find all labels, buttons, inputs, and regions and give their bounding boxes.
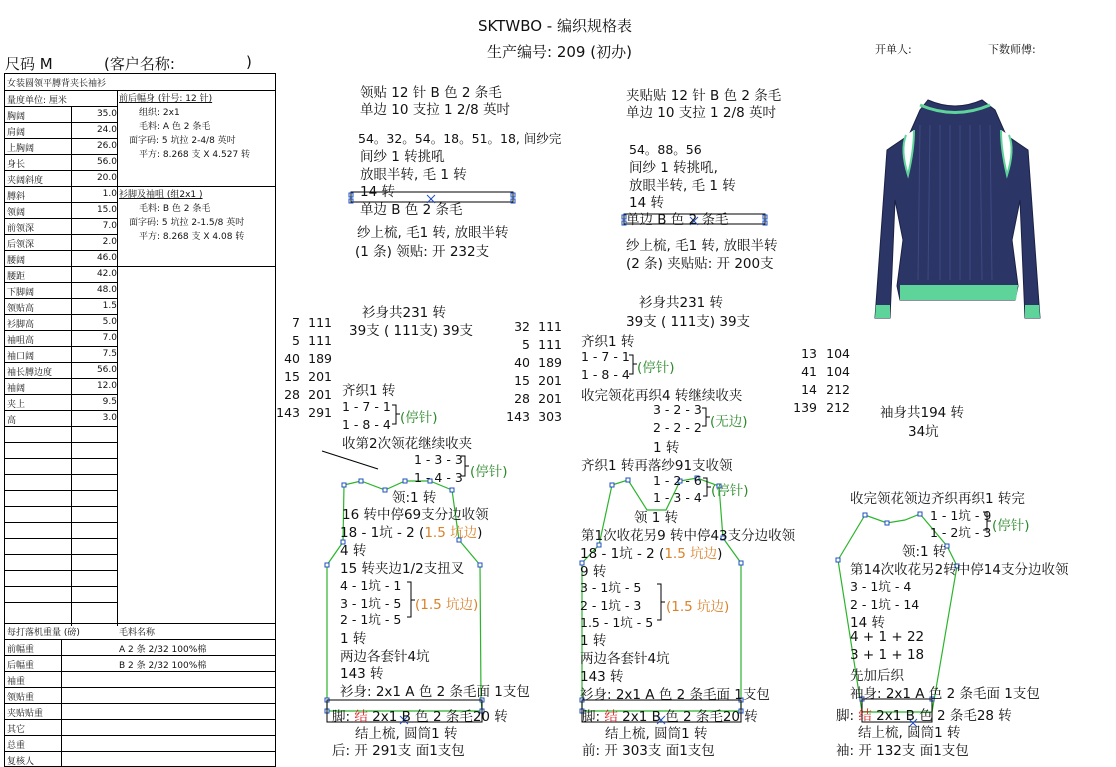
stitch-value: 111	[308, 333, 332, 348]
sleeve-step: 先加后织	[850, 668, 904, 684]
master-label: 下数师傅:	[988, 43, 1036, 56]
weight-label: 总重	[7, 741, 26, 751]
front-step: 2 - 2 - 2	[653, 420, 702, 435]
front-step: 143 转	[580, 669, 624, 685]
stitch-value: 104	[826, 346, 850, 361]
sleeve-step: 1 - 1坑 - 9	[930, 508, 992, 523]
back-tag: (停针)	[400, 410, 438, 426]
body-line: 组织: 2x1	[139, 108, 180, 118]
measurement-label: 腰阔	[7, 256, 26, 266]
count-value: 143	[506, 409, 530, 424]
back-step: 1 - 7 - 1	[342, 399, 391, 414]
front-step: 前: 开 303支 面1支包	[582, 743, 715, 759]
armband-line: 纱上梳, 毛1 转, 放眼半转	[626, 238, 778, 254]
front-step: 结上梳, 圆筒1 转	[605, 726, 708, 742]
back-step: 4 转	[340, 543, 367, 559]
stitch-value: 111	[308, 315, 332, 330]
measurement-label: 夹上	[7, 400, 26, 410]
back-tag: (停针)	[470, 464, 508, 480]
armband-title: 夹贴贴 12 针 B 色 2 条毛	[626, 88, 782, 104]
sleeve-step: 袖身: 2x1 A 色 2 条毛面 1支包	[850, 686, 1040, 702]
back-step: 1 - 3 - 3	[414, 452, 463, 467]
back-step: 16 转中停69支分边收领	[342, 507, 489, 523]
front-cols: 39支 ( 111支) 39支	[626, 314, 751, 330]
measurement-label: 袖长膊边度	[7, 368, 53, 378]
back-step: 4 - 1坑 - 1	[340, 578, 402, 593]
stitch-value: 201	[538, 391, 562, 406]
count-value: 13	[801, 346, 817, 361]
weight-label: 后幅重	[7, 661, 35, 671]
stitch-value: 212	[826, 382, 850, 397]
measurement-label: 下脚阔	[7, 288, 35, 298]
collar-seq: 54。32。54。18。51。18, 间纱完	[358, 131, 562, 146]
stitch-value: 104	[826, 364, 850, 379]
back-cols: 39支 ( 111支) 39支	[349, 323, 474, 339]
body-line: 毛料: A 色 2 条毛	[139, 122, 211, 132]
collar-line: 间纱 1 转挑吼	[360, 149, 445, 165]
collar-title: 领贴 12 针 B 色 2 条毛	[360, 85, 502, 101]
measurement-value: 46.0	[96, 253, 117, 263]
measurement-value: 15.0	[96, 205, 117, 215]
front-step: 脚: 结 2x1 B 色 2 条毛20 转	[582, 709, 758, 725]
weight-label: 复核人	[7, 757, 35, 767]
yarn-header: 毛料名称	[119, 628, 156, 638]
armband-sub: 单边 10 支拉 1 2/8 英吋	[626, 105, 776, 121]
hem-line: 平方: 8.268 支 X 4.08 转	[139, 232, 245, 242]
measurement-label: 袖口阔	[7, 352, 35, 362]
front-step: 18 - 1坑 - 2 (1.5 坑边)	[580, 546, 723, 562]
back-tag: (1.5 坑边)	[415, 597, 479, 613]
armband-line: 单边 B 色 2 条毛	[626, 212, 729, 228]
back-step: 后: 开 291支 面1支包	[332, 743, 465, 759]
collar-line: (1 条) 领贴: 开 232支	[355, 244, 490, 260]
stitch-value: 303	[538, 409, 562, 424]
sleeve-total: 袖身共194 转	[880, 405, 965, 421]
armband-seq: 54。88。56	[629, 142, 702, 157]
production-number: 生产编号: 209 (初办)	[487, 43, 632, 61]
body-line: 面字码: 5 坑拉 2-4/8 英吋	[129, 136, 236, 146]
sleeve-step: 3 - 1坑 - 4	[850, 579, 912, 594]
weight-label: 领贴重	[7, 693, 35, 703]
unit-label: 量度单位: 厘米	[7, 96, 67, 106]
back-step: 衫身: 2x1 A 色 2 条毛面 1支包	[340, 684, 530, 700]
count-value: 5	[522, 337, 530, 352]
back-step: 143 转	[340, 666, 384, 682]
count-value: 143	[276, 405, 300, 420]
hem-line: 面字码: 5 坑拉 2-1.5/8 英吋	[129, 218, 245, 228]
stitch-value: 111	[538, 319, 562, 334]
back-step: 18 - 1坑 - 2 (1.5 坑边)	[340, 525, 483, 541]
count-value: 28	[514, 391, 530, 406]
measurement-value: 12.0	[96, 381, 117, 391]
measurement-value: 1.0	[102, 189, 117, 199]
front-total: 衫身共231 转	[639, 295, 724, 311]
count-value: 41	[801, 364, 817, 379]
hem-block-title: 衫脚及袖咀 (组2x1 )	[119, 190, 203, 200]
sleeve-step: 脚: 结 2x1 B 色 2 条毛28 转	[836, 708, 1012, 724]
measurement-label: 上胸阔	[7, 144, 35, 154]
front-step: 1 转	[580, 633, 607, 649]
sleeve-step: 袖: 开 132支 面1支包	[836, 743, 969, 759]
stitch-value: 201	[308, 369, 332, 384]
weight-label: 夹贴贴重	[7, 709, 44, 719]
measurement-value: 2.0	[102, 237, 117, 247]
armband-line: (2 条) 夹贴贴: 开 200支	[626, 256, 774, 272]
measurement-label: 膊斜	[7, 192, 26, 202]
back-step: 3 - 1坑 - 5	[340, 596, 402, 611]
back-step: 15 转夹边1/2支扭叉	[340, 561, 465, 577]
front-step: 衫身: 2x1 A 色 2 条毛面 1支包	[580, 687, 770, 703]
measurement-label: 肩阔	[7, 128, 26, 138]
armband-line: 14 转	[629, 195, 664, 211]
sleeve-step: 1 - 2坑 - 3	[930, 525, 992, 540]
collar-line: 放眼半转, 毛 1 转	[360, 167, 467, 183]
sleeve-step: 结上梳, 圆筒1 转	[858, 725, 961, 741]
sweater-illustration-icon	[875, 100, 1040, 318]
count-value: 28	[284, 387, 300, 402]
measurement-label: 前领深	[7, 224, 35, 234]
front-step: 1 - 8 - 4	[581, 367, 630, 382]
front-step: 两边各套针4坑	[580, 651, 670, 667]
front-step: 3 - 2 - 3	[653, 402, 702, 417]
measurement-value: 48.0	[96, 285, 117, 295]
armband-line: 放眼半转, 毛 1 转	[629, 178, 736, 194]
back-step: 脚: 结 2x1 B 色 2 条毛20 转	[332, 709, 508, 725]
measurement-value: 1.5	[102, 301, 117, 311]
stitch-value: 291	[308, 405, 332, 420]
front-tag: (停针)	[637, 360, 675, 376]
back-step: 收第2次领花继续收夹	[342, 436, 473, 452]
measurement-label: 领贴高	[7, 304, 35, 314]
back-step: 1 - 8 - 4	[342, 417, 391, 432]
front-step: 齐织1 转	[581, 334, 635, 350]
count-value: 139	[793, 400, 817, 415]
front-step: 1 - 7 - 1	[581, 349, 630, 364]
count-value: 15	[284, 369, 300, 384]
style-name: 女装圆领平膊背夹长袖衫	[7, 79, 107, 89]
body-block-title: 前后幅身 (针号: 12 针)	[119, 94, 213, 104]
stitch-value: 201	[308, 387, 332, 402]
sleeve-tag: (停针)	[992, 518, 1030, 534]
measurement-value: 56.0	[96, 365, 117, 375]
back-step: 1 - 4 - 3	[414, 470, 463, 485]
count-value: 40	[284, 351, 300, 366]
front-step: 收完领花再织4 转继续收夹	[581, 388, 743, 404]
measurement-value: 5.0	[102, 317, 117, 327]
measurement-value: 42.0	[96, 269, 117, 279]
measurement-label: 衫脚高	[7, 320, 35, 330]
stitch-value: 189	[538, 355, 562, 370]
count-value: 7	[292, 315, 300, 330]
front-step: 9 转	[580, 564, 607, 580]
measurement-value: 35.0	[96, 109, 117, 119]
collar-line: 14 转	[360, 184, 395, 200]
yarn-name: A 2 条 2/32 100%棉	[119, 645, 207, 655]
back-step: 领:1 转	[392, 490, 437, 506]
hem-line: 毛料: B 色 2 条毛	[139, 204, 211, 214]
stitch-value: 212	[826, 400, 850, 415]
measurement-value: 26.0	[96, 141, 117, 151]
client-label: (客户名称:	[104, 55, 175, 73]
measurement-label: 后领深	[7, 240, 35, 250]
measurement-label: 夹阔斜度	[7, 176, 44, 186]
back-step: 1 转	[340, 631, 367, 647]
sleeve-step: 3 + 1 + 18	[850, 647, 925, 663]
count-value: 40	[514, 355, 530, 370]
stitch-value: 189	[308, 351, 332, 366]
sleeve-step: 14 转	[850, 615, 885, 631]
front-step: 2 - 1坑 - 3	[580, 598, 642, 613]
front-step: 第1次收花另9 转中停43支分边收领	[581, 528, 796, 544]
yarn-name: B 2 条 2/32 100%棉	[119, 661, 207, 671]
front-step: 3 - 1坑 - 5	[580, 580, 642, 595]
back-step: 2 - 1坑 - 5	[340, 612, 402, 627]
collar-line: 纱上梳, 毛1 转, 放眼半转	[357, 225, 509, 241]
weight-label: 前幅重	[7, 645, 35, 655]
measurement-value: 3.0	[102, 413, 117, 423]
stitch-value: 201	[538, 373, 562, 388]
collar-line: 单边 B 色 2 条毛	[360, 202, 463, 218]
measurement-value: 9.5	[102, 397, 117, 407]
measurement-value: 56.0	[96, 157, 117, 167]
sleeve-step: 第14次收花另2转中停14支分边收领	[850, 562, 1069, 578]
back-step: 齐织1 转	[342, 383, 396, 399]
sleeve-step: 收完领花领边齐织再织1 转完	[850, 491, 1025, 507]
count-value: 5	[292, 333, 300, 348]
front-tag: (1.5 坑边)	[666, 599, 730, 615]
measurement-label: 身长	[7, 160, 26, 170]
weight-header: 每打落机重量 (磅)	[7, 628, 80, 638]
measurement-label: 袖阔	[7, 384, 26, 394]
measurement-label: 胸阔	[7, 112, 26, 122]
count-value: 14	[801, 382, 817, 397]
front-step: 齐织1 转再落纱91支收领	[581, 458, 733, 474]
sleeve-step: 2 - 1坑 - 14	[850, 597, 920, 612]
sleeve-cols: 34坑	[908, 424, 939, 440]
measurement-value: 7.0	[102, 221, 117, 231]
back-total: 衫身共231 转	[362, 305, 447, 321]
stitch-value: 111	[538, 337, 562, 352]
sleeve-step: 4 + 1 + 22	[850, 629, 925, 645]
measurement-value: 24.0	[96, 125, 117, 135]
count-value: 32	[514, 319, 530, 334]
doc-title: SKTWBO - 编织规格表	[478, 17, 632, 35]
measurement-label: 领阔	[7, 208, 26, 218]
sleeve-step: 领:1 转	[902, 544, 947, 560]
front-step: 1 - 3 - 4	[653, 490, 702, 505]
back-step: 两边各套针4坑	[340, 649, 430, 665]
body-line: 平方: 8.268 支 X 4.527 转	[139, 150, 251, 160]
issuer-label: 开单人:	[875, 43, 912, 56]
front-tag: (停针)	[711, 483, 749, 499]
measurement-label: 袖咀高	[7, 336, 35, 346]
size-label: 尺码 M	[5, 55, 53, 73]
measurement-value: 20.0	[96, 173, 117, 183]
weight-label: 其它	[7, 725, 26, 735]
front-step: 领 1 转	[634, 510, 679, 526]
front-step: 1 转	[653, 440, 680, 456]
measurement-label: 高	[7, 416, 17, 426]
armband-line: 间纱 1 转挑吼,	[629, 160, 718, 176]
weight-label: 袖重	[7, 677, 26, 687]
measurement-value: 7.5	[102, 349, 117, 359]
measurement-label: 腰距	[7, 272, 26, 282]
front-step: 1.5 - 1坑 - 5	[580, 615, 654, 630]
back-step: 结上梳, 圆筒1 转	[355, 726, 458, 742]
client-close: )	[246, 53, 252, 71]
front-tag: (无边)	[710, 414, 748, 430]
front-step: 1 - 2 - 6	[653, 473, 702, 488]
collar-sub: 单边 10 支拉 1 2/8 英吋	[360, 102, 510, 118]
measurement-value: 7.0	[102, 333, 117, 343]
count-value: 15	[514, 373, 530, 388]
